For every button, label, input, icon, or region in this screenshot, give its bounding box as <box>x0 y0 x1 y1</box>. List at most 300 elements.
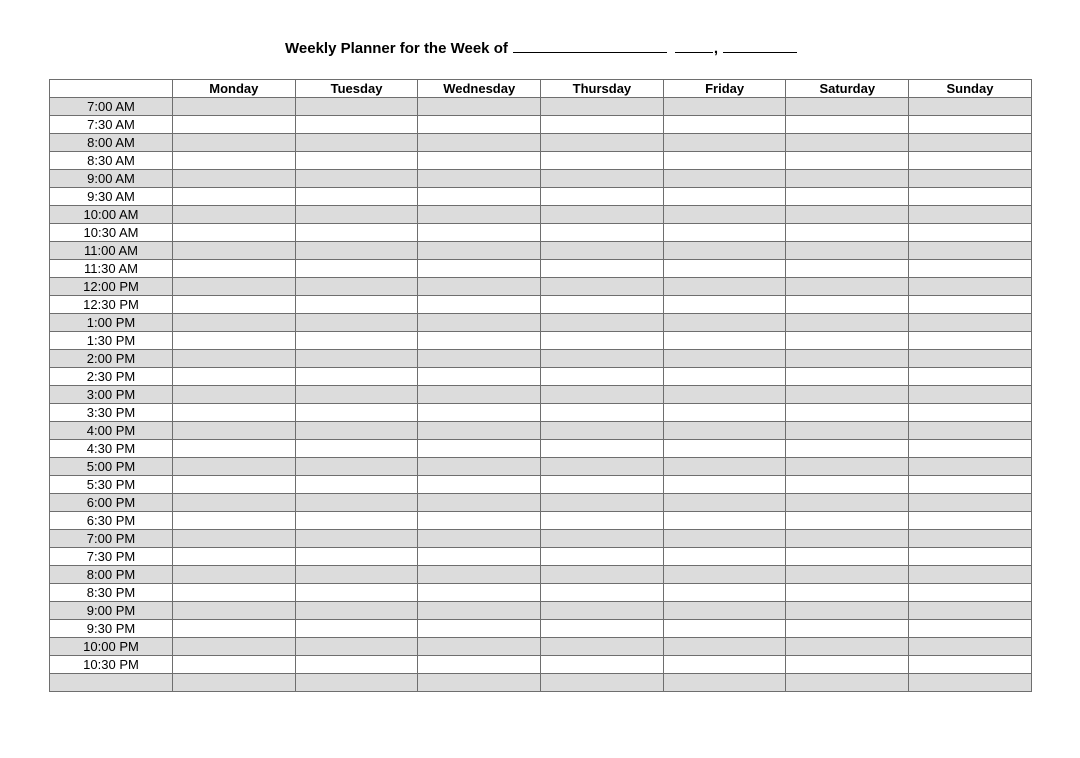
planner-cell-friday[interactable] <box>663 566 786 584</box>
planner-cell-saturday[interactable] <box>786 512 909 530</box>
time-slot-label: 11:30 AM <box>50 260 173 278</box>
time-slot-label: 7:00 PM <box>50 530 173 548</box>
planner-cell-saturday[interactable] <box>786 674 909 692</box>
planner-cell-saturday[interactable] <box>786 584 909 602</box>
planner-cell-monday[interactable] <box>173 278 296 296</box>
table-row <box>50 584 1032 602</box>
planner-cell-tuesday[interactable] <box>295 602 418 620</box>
planner-cell-friday[interactable] <box>663 422 786 440</box>
planner-cell-thursday[interactable] <box>541 584 664 602</box>
planner-cell-friday[interactable] <box>663 98 786 116</box>
planner-cell-thursday[interactable] <box>541 620 664 638</box>
planner-cell-tuesday[interactable] <box>295 476 418 494</box>
planner-cell-friday[interactable] <box>663 548 786 566</box>
day-header-row <box>50 80 1032 98</box>
planner-cell-friday[interactable] <box>663 602 786 620</box>
planner-cell-tuesday[interactable] <box>295 458 418 476</box>
planner-cell-monday[interactable] <box>173 404 296 422</box>
planner-cell-sunday[interactable] <box>909 224 1032 242</box>
planner-cell-wednesday[interactable] <box>418 656 541 674</box>
planner-cell-wednesday[interactable] <box>418 98 541 116</box>
planner-cell-wednesday[interactable] <box>418 224 541 242</box>
planner-cell-tuesday[interactable] <box>295 116 418 134</box>
planner-cell-saturday[interactable] <box>786 476 909 494</box>
planner-cell-thursday[interactable] <box>541 440 664 458</box>
time-slot-label: 8:00 PM <box>50 566 173 584</box>
planner-cell-tuesday[interactable] <box>295 620 418 638</box>
planner-cell-saturday[interactable] <box>786 206 909 224</box>
planner-cell-tuesday[interactable] <box>295 638 418 656</box>
planner-cell-thursday[interactable] <box>541 188 664 206</box>
planner-cell-wednesday[interactable] <box>418 674 541 692</box>
time-slot-label: 9:30 AM <box>50 188 173 206</box>
planner-cell-saturday[interactable] <box>786 566 909 584</box>
planner-cell-friday[interactable] <box>663 368 786 386</box>
planner-cell-sunday[interactable] <box>909 620 1032 638</box>
planner-cell-saturday[interactable] <box>786 368 909 386</box>
planner-cell-thursday[interactable] <box>541 476 664 494</box>
time-slot-label: 2:30 PM <box>50 368 173 386</box>
time-slot-label: 8:30 AM <box>50 152 173 170</box>
planner-cell-friday[interactable] <box>663 404 786 422</box>
week-day-blank[interactable] <box>675 38 713 53</box>
planner-cell-sunday[interactable] <box>909 566 1032 584</box>
planner-cell-wednesday[interactable] <box>418 188 541 206</box>
planner-cell-friday[interactable] <box>663 476 786 494</box>
planner-cell-monday[interactable] <box>173 314 296 332</box>
planner-cell-tuesday[interactable] <box>295 656 418 674</box>
planner-cell-saturday[interactable] <box>786 188 909 206</box>
planner-cell-wednesday[interactable] <box>418 170 541 188</box>
week-start-blank[interactable] <box>513 38 667 53</box>
planner-cell-thursday[interactable] <box>541 566 664 584</box>
planner-cell-friday[interactable] <box>663 296 786 314</box>
planner-cell-friday[interactable] <box>663 314 786 332</box>
planner-cell-monday[interactable] <box>173 332 296 350</box>
planner-cell-sunday[interactable] <box>909 170 1032 188</box>
planner-cell-thursday[interactable] <box>541 548 664 566</box>
planner-cell-tuesday[interactable] <box>295 332 418 350</box>
planner-cell-wednesday[interactable] <box>418 332 541 350</box>
planner-cell-sunday[interactable] <box>909 674 1032 692</box>
planner-cell-sunday[interactable] <box>909 260 1032 278</box>
table-row <box>50 548 1032 566</box>
table-row <box>50 278 1032 296</box>
planner-cell-wednesday[interactable] <box>418 314 541 332</box>
planner-cell-tuesday[interactable] <box>295 260 418 278</box>
planner-title <box>285 38 797 58</box>
planner-cell-sunday[interactable] <box>909 332 1032 350</box>
day-header-thursday: Thursday <box>541 80 664 98</box>
planner-cell-friday[interactable] <box>663 188 786 206</box>
planner-cell-thursday[interactable] <box>541 206 664 224</box>
planner-cell-saturday[interactable] <box>786 170 909 188</box>
time-slot-label: 12:00 PM <box>50 278 173 296</box>
planner-cell-friday[interactable] <box>663 134 786 152</box>
planner-cell-monday[interactable] <box>173 458 296 476</box>
planner-cell-tuesday[interactable] <box>295 440 418 458</box>
planner-cell-sunday[interactable] <box>909 242 1032 260</box>
planner-cell-wednesday[interactable] <box>418 530 541 548</box>
planner-cell-wednesday[interactable] <box>418 458 541 476</box>
planner-cell-tuesday[interactable] <box>295 566 418 584</box>
planner-cell-sunday[interactable] <box>909 638 1032 656</box>
planner-cell-wednesday[interactable] <box>418 134 541 152</box>
planner-cell-wednesday[interactable] <box>418 638 541 656</box>
table-row <box>50 314 1032 332</box>
table-row <box>50 350 1032 368</box>
day-header-friday: Friday <box>663 80 786 98</box>
table-row <box>50 422 1032 440</box>
planner-cell-monday[interactable] <box>173 584 296 602</box>
planner-cell-friday[interactable] <box>663 260 786 278</box>
day-header-sunday: Sunday <box>909 80 1032 98</box>
planner-cell-friday[interactable] <box>663 584 786 602</box>
planner-cell-sunday[interactable] <box>909 116 1032 134</box>
table-row <box>50 458 1032 476</box>
planner-cell-sunday[interactable] <box>909 314 1032 332</box>
planner-cell-friday[interactable] <box>663 386 786 404</box>
week-year-blank[interactable] <box>723 38 797 53</box>
table-row <box>50 620 1032 638</box>
table-row <box>50 242 1032 260</box>
planner-cell-friday[interactable] <box>663 170 786 188</box>
planner-cell-thursday[interactable] <box>541 512 664 530</box>
planner-cell-tuesday[interactable] <box>295 170 418 188</box>
planner-cell-wednesday[interactable] <box>418 116 541 134</box>
planner-cell-thursday[interactable] <box>541 494 664 512</box>
planner-cell-thursday[interactable] <box>541 638 664 656</box>
time-slot-label: 10:00 AM <box>50 206 173 224</box>
planner-cell-tuesday[interactable] <box>295 584 418 602</box>
time-slot-label: 7:00 AM <box>50 98 173 116</box>
planner-cell-wednesday[interactable] <box>418 296 541 314</box>
planner-cell-wednesday[interactable] <box>418 476 541 494</box>
time-slot-label: 2:00 PM <box>50 350 173 368</box>
planner-cell-sunday[interactable] <box>909 440 1032 458</box>
planner-cell-thursday[interactable] <box>541 404 664 422</box>
planner-cell-tuesday[interactable] <box>295 314 418 332</box>
planner-cell-tuesday[interactable] <box>295 152 418 170</box>
planner-cell-thursday[interactable] <box>541 152 664 170</box>
planner-cell-thursday[interactable] <box>541 170 664 188</box>
planner-cell-monday[interactable] <box>173 530 296 548</box>
planner-cell-thursday[interactable] <box>541 98 664 116</box>
planner-cell-saturday[interactable] <box>786 134 909 152</box>
planner-cell-saturday[interactable] <box>786 242 909 260</box>
planner-cell-thursday[interactable] <box>541 296 664 314</box>
time-slot-label: 10:30 AM <box>50 224 173 242</box>
planner-cell-saturday[interactable] <box>786 458 909 476</box>
planner-cell-friday[interactable] <box>663 242 786 260</box>
planner-cell-tuesday[interactable] <box>295 422 418 440</box>
planner-cell-sunday[interactable] <box>909 98 1032 116</box>
table-row <box>50 98 1032 116</box>
planner-cell-monday[interactable] <box>173 170 296 188</box>
planner-cell-thursday[interactable] <box>541 278 664 296</box>
planner-cell-sunday[interactable] <box>909 386 1032 404</box>
planner-cell-saturday[interactable] <box>786 386 909 404</box>
time-slot-label: 9:30 PM <box>50 620 173 638</box>
planner-cell-tuesday[interactable] <box>295 206 418 224</box>
time-slot-label: 11:00 AM <box>50 242 173 260</box>
planner-title-text: Weekly Planner for the Week of <box>285 40 508 57</box>
planner-cell-monday[interactable] <box>173 152 296 170</box>
time-slot-label: 9:00 AM <box>50 170 173 188</box>
planner-cell-monday[interactable] <box>173 422 296 440</box>
time-slot-label: 6:30 PM <box>50 512 173 530</box>
planner-cell-friday[interactable] <box>663 224 786 242</box>
time-slot-label: 10:30 PM <box>50 656 173 674</box>
planner-cell-tuesday[interactable] <box>295 224 418 242</box>
planner-cell-tuesday[interactable] <box>295 350 418 368</box>
planner-cell-sunday[interactable] <box>909 404 1032 422</box>
planner-cell-wednesday[interactable] <box>418 278 541 296</box>
table-row <box>50 368 1032 386</box>
planner-cell-friday[interactable] <box>663 440 786 458</box>
planner-cell-monday[interactable] <box>173 656 296 674</box>
planner-cell-sunday[interactable] <box>909 296 1032 314</box>
planner-cell-sunday[interactable] <box>909 134 1032 152</box>
time-slot-label: 5:30 PM <box>50 476 173 494</box>
planner-cell-friday[interactable] <box>663 638 786 656</box>
planner-cell-wednesday[interactable] <box>418 620 541 638</box>
planner-cell-monday[interactable] <box>173 620 296 638</box>
planner-cell-saturday[interactable] <box>786 260 909 278</box>
planner-cell-wednesday[interactable] <box>418 548 541 566</box>
planner-cell-thursday[interactable] <box>541 530 664 548</box>
planner-cell-friday[interactable] <box>663 674 786 692</box>
planner-cell-thursday[interactable] <box>541 602 664 620</box>
time-slot-label: 4:30 PM <box>50 440 173 458</box>
planner-cell-thursday[interactable] <box>541 458 664 476</box>
planner-cell-friday[interactable] <box>663 152 786 170</box>
planner-cell-wednesday[interactable] <box>418 368 541 386</box>
planner-cell-thursday[interactable] <box>541 260 664 278</box>
planner-cell-saturday[interactable] <box>786 422 909 440</box>
planner-cell-monday[interactable] <box>173 98 296 116</box>
planner-cell-thursday[interactable] <box>541 116 664 134</box>
planner-cell-monday[interactable] <box>173 386 296 404</box>
planner-cell-wednesday[interactable] <box>418 152 541 170</box>
planner-cell-friday[interactable] <box>663 620 786 638</box>
planner-cell-monday[interactable] <box>173 134 296 152</box>
planner-cell-monday[interactable] <box>173 494 296 512</box>
planner-cell-friday[interactable] <box>663 278 786 296</box>
planner-cell-saturday[interactable] <box>786 98 909 116</box>
planner-cell-friday[interactable] <box>663 206 786 224</box>
planner-cell-saturday[interactable] <box>786 656 909 674</box>
time-slot-label: 7:30 AM <box>50 116 173 134</box>
table-row <box>50 494 1032 512</box>
planner-cell-saturday[interactable] <box>786 440 909 458</box>
planner-cell-sunday[interactable] <box>909 422 1032 440</box>
planner-cell-sunday[interactable] <box>909 458 1032 476</box>
planner-cell-thursday[interactable] <box>541 314 664 332</box>
planner-cell-wednesday[interactable] <box>418 566 541 584</box>
planner-cell-sunday[interactable] <box>909 278 1032 296</box>
table-row <box>50 602 1032 620</box>
planner-cell-monday[interactable] <box>173 368 296 386</box>
planner-cell-wednesday[interactable] <box>418 404 541 422</box>
planner-cell-monday[interactable] <box>173 296 296 314</box>
planner-cell-friday[interactable] <box>663 350 786 368</box>
planner-cell-monday[interactable] <box>173 116 296 134</box>
table-row <box>50 476 1032 494</box>
planner-cell-tuesday[interactable] <box>295 296 418 314</box>
planner-cell-wednesday[interactable] <box>418 494 541 512</box>
planner-cell-saturday[interactable] <box>786 602 909 620</box>
planner-cell-friday[interactable] <box>663 656 786 674</box>
table-row <box>50 224 1032 242</box>
planner-cell-friday[interactable] <box>663 494 786 512</box>
planner-cell-monday[interactable] <box>173 476 296 494</box>
table-row <box>50 116 1032 134</box>
planner-cell-thursday[interactable] <box>541 134 664 152</box>
table-row <box>50 638 1032 656</box>
planner-cell-monday[interactable] <box>173 260 296 278</box>
planner-cell-sunday[interactable] <box>909 602 1032 620</box>
planner-cell-saturday[interactable] <box>786 224 909 242</box>
planner-cell-friday[interactable] <box>663 458 786 476</box>
day-header-wednesday: Wednesday <box>418 80 541 98</box>
planner-cell-saturday[interactable] <box>786 116 909 134</box>
planner-cell-tuesday[interactable] <box>295 548 418 566</box>
planner-cell-friday[interactable] <box>663 332 786 350</box>
planner-cell-tuesday[interactable] <box>295 404 418 422</box>
time-slot-label: 12:30 PM <box>50 296 173 314</box>
planner-cell-monday[interactable] <box>173 566 296 584</box>
table-row <box>50 674 1032 692</box>
table-row <box>50 530 1032 548</box>
planner-cell-monday[interactable] <box>173 638 296 656</box>
planner-cell-thursday[interactable] <box>541 368 664 386</box>
planner-cell-sunday[interactable] <box>909 656 1032 674</box>
table-row <box>50 440 1032 458</box>
planner-cell-friday[interactable] <box>663 116 786 134</box>
planner-cell-saturday[interactable] <box>786 548 909 566</box>
planner-cell-tuesday[interactable] <box>295 134 418 152</box>
planner-cell-sunday[interactable] <box>909 512 1032 530</box>
planner-cell-monday[interactable] <box>173 440 296 458</box>
planner-cell-wednesday[interactable] <box>418 242 541 260</box>
planner-cell-thursday[interactable] <box>541 350 664 368</box>
planner-cell-sunday[interactable] <box>909 368 1032 386</box>
planner-cell-monday[interactable] <box>173 602 296 620</box>
planner-cell-tuesday[interactable] <box>295 242 418 260</box>
table-row <box>50 332 1032 350</box>
planner-cell-wednesday[interactable] <box>418 260 541 278</box>
planner-cell-tuesday[interactable] <box>295 278 418 296</box>
time-slot-label: 5:00 PM <box>50 458 173 476</box>
planner-cell-tuesday[interactable] <box>295 98 418 116</box>
planner-cell-saturday[interactable] <box>786 278 909 296</box>
planner-cell-wednesday[interactable] <box>418 440 541 458</box>
planner-cell-monday[interactable] <box>173 674 296 692</box>
planner-cell-tuesday[interactable] <box>295 386 418 404</box>
planner-cell-wednesday[interactable] <box>418 422 541 440</box>
planner-cell-tuesday[interactable] <box>295 674 418 692</box>
planner-cell-sunday[interactable] <box>909 152 1032 170</box>
planner-cell-sunday[interactable] <box>909 548 1032 566</box>
planner-cell-sunday[interactable] <box>909 476 1032 494</box>
planner-cell-monday[interactable] <box>173 206 296 224</box>
planner-cell-tuesday[interactable] <box>295 188 418 206</box>
planner-cell-saturday[interactable] <box>786 404 909 422</box>
planner-cell-wednesday[interactable] <box>418 350 541 368</box>
planner-cell-thursday[interactable] <box>541 386 664 404</box>
time-slot-label: 6:00 PM <box>50 494 173 512</box>
planner-cell-sunday[interactable] <box>909 494 1032 512</box>
planner-cell-saturday[interactable] <box>786 530 909 548</box>
planner-cell-wednesday[interactable] <box>418 386 541 404</box>
planner-cell-monday[interactable] <box>173 512 296 530</box>
planner-cell-friday[interactable] <box>663 530 786 548</box>
day-header-monday: Monday <box>173 80 296 98</box>
planner-cell-sunday[interactable] <box>909 206 1032 224</box>
planner-cell-wednesday[interactable] <box>418 206 541 224</box>
time-slot-label: 7:30 PM <box>50 548 173 566</box>
planner-cell-saturday[interactable] <box>786 152 909 170</box>
planner-cell-monday[interactable] <box>173 350 296 368</box>
planner-cell-wednesday[interactable] <box>418 584 541 602</box>
table-row <box>50 260 1032 278</box>
planner-cell-saturday[interactable] <box>786 620 909 638</box>
table-row <box>50 134 1032 152</box>
day-header-saturday: Saturday <box>786 80 909 98</box>
planner-cell-saturday[interactable] <box>786 350 909 368</box>
weekly-planner-grid <box>49 79 1032 692</box>
table-row <box>50 656 1032 674</box>
planner-cell-thursday[interactable] <box>541 332 664 350</box>
planner-cell-tuesday[interactable] <box>295 530 418 548</box>
planner-cell-tuesday[interactable] <box>295 512 418 530</box>
planner-cell-saturday[interactable] <box>786 638 909 656</box>
planner-cell-saturday[interactable] <box>786 494 909 512</box>
table-row <box>50 404 1032 422</box>
planner-cell-thursday[interactable] <box>541 242 664 260</box>
time-slot-label: 1:30 PM <box>50 332 173 350</box>
planner-cell-monday[interactable] <box>173 242 296 260</box>
planner-cell-monday[interactable] <box>173 188 296 206</box>
time-column-header <box>50 80 173 98</box>
planner-cell-sunday[interactable] <box>909 584 1032 602</box>
table-row <box>50 152 1032 170</box>
planner-cell-wednesday[interactable] <box>418 602 541 620</box>
planner-cell-saturday[interactable] <box>786 296 909 314</box>
day-header-tuesday: Tuesday <box>295 80 418 98</box>
time-slot-label: 3:30 PM <box>50 404 173 422</box>
planner-cell-saturday[interactable] <box>786 314 909 332</box>
planner-cell-thursday[interactable] <box>541 422 664 440</box>
time-slot-label: 10:00 PM <box>50 638 173 656</box>
planner-cell-sunday[interactable] <box>909 350 1032 368</box>
planner-cell-monday[interactable] <box>173 224 296 242</box>
planner-cell-saturday[interactable] <box>786 332 909 350</box>
table-row <box>50 170 1032 188</box>
planner-cell-sunday[interactable] <box>909 188 1032 206</box>
planner-cell-wednesday[interactable] <box>418 512 541 530</box>
planner-cell-monday[interactable] <box>173 548 296 566</box>
planner-cell-thursday[interactable] <box>541 224 664 242</box>
planner-cell-tuesday[interactable] <box>295 494 418 512</box>
planner-cell-friday[interactable] <box>663 512 786 530</box>
planner-cell-tuesday[interactable] <box>295 368 418 386</box>
planner-cell-thursday[interactable] <box>541 656 664 674</box>
planner-cell-thursday[interactable] <box>541 674 664 692</box>
time-slot-label <box>50 674 173 692</box>
planner-cell-sunday[interactable] <box>909 530 1032 548</box>
